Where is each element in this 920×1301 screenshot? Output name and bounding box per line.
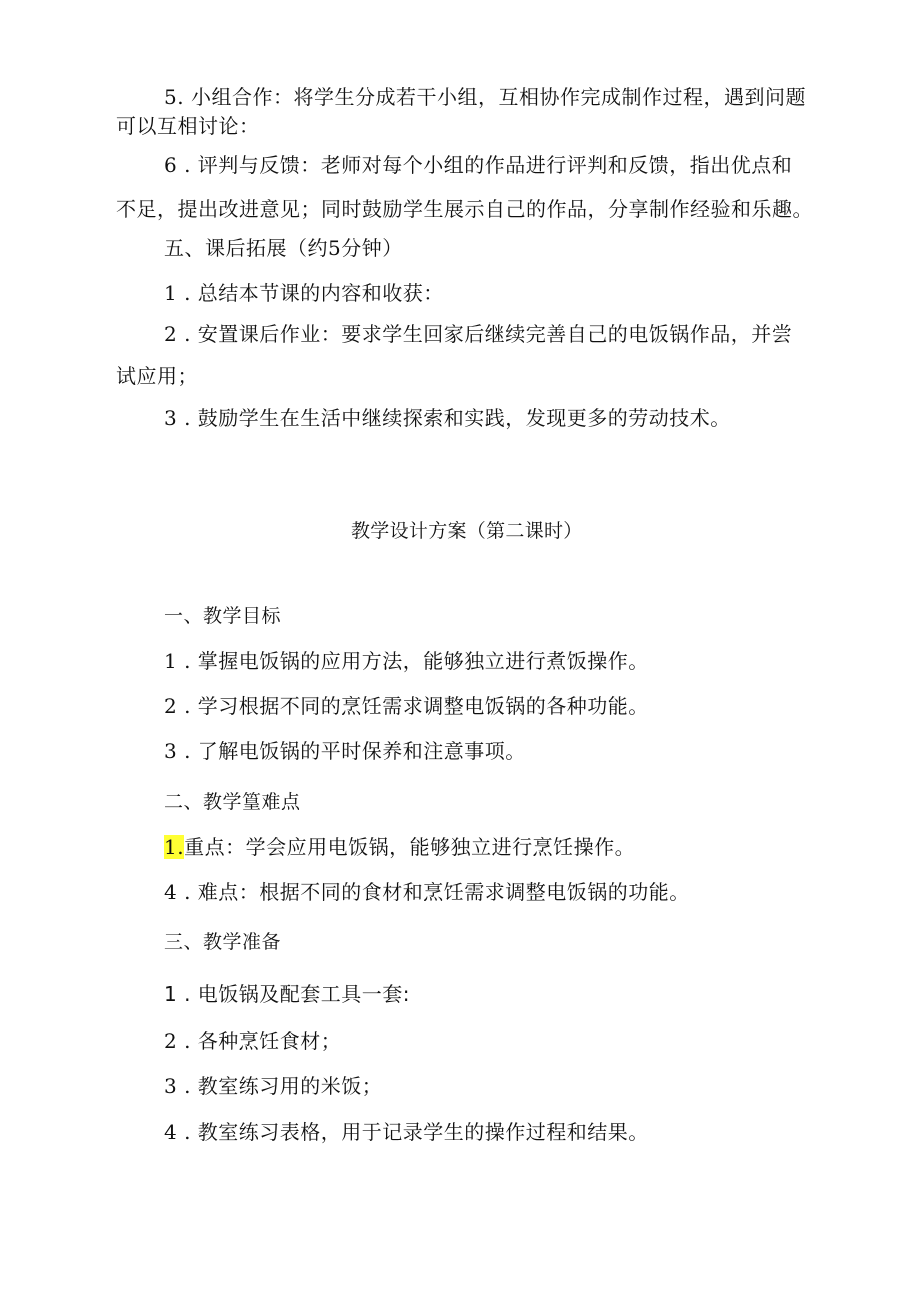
goal-item-2: 2 . 学习根据不同的烹饪需求调整电饭锅的各种功能。: [164, 694, 649, 718]
goal-item-1: 1 . 掌握电饭锅的应用方法，能够独立进行煮饭操作。: [164, 649, 649, 673]
prep-item-4: 4 . 教室练习表格，用于记录学生的操作过程和结果。: [164, 1120, 649, 1144]
extension-item-3: 3 . 鼓励学生在生活中继续探索和实践，发现更多的劳动技术。: [164, 406, 731, 430]
prep-item-2: 2 . 各种烹饪食材；: [164, 1029, 342, 1053]
goal-item-3: 3 . 了解电饭锅的平时保养和注意事项。: [164, 739, 526, 763]
step-6-line-2: 不足，提出改进意见；同时鼓励学生展示自己的作品，分享制作经验和乐趣。: [116, 197, 813, 221]
extension-item-2-line-1: 2 . 安置课后作业：要求学生回家后继续完善自己的电饭锅作品，并尝: [164, 322, 793, 346]
extension-item-1: 1 . 总结本节课的内容和收获：: [164, 281, 444, 305]
prep-item-1: 1 . 电饭锅及配套工具一套:: [164, 982, 411, 1006]
difficulty-item: 4 . 难点：根据不同的食材和烹饪需求调整电饭锅的功能。: [164, 880, 690, 904]
key-points-heading: 二、教学篁难点: [164, 791, 301, 813]
step-6-line-1: 6 . 评判与反馈：老师对每个小组的作品进行评判和反馈，指出优点和: [164, 153, 793, 177]
highlighted-number: 1.: [164, 835, 185, 859]
preparation-heading: 三、教学准备: [164, 931, 282, 953]
extension-item-2-line-2: 试应用；: [116, 364, 198, 388]
lesson-2-title: 教学设计方案（第二课时）: [351, 520, 583, 542]
goals-heading: 一、教学目标: [164, 605, 282, 627]
key-point-text: 重点：学会应用电饭锅，能够独立进行烹饪操作。: [184, 835, 636, 859]
step-5-line-1: 5. 小组合作：将学生分成若干小组，互相协作完成制作过程，遇到问题: [164, 85, 806, 109]
step-5-line-2: 可以互相讨论：: [116, 114, 260, 138]
section-5-heading: 五、课后拓展（约5分钟）: [164, 236, 403, 260]
prep-item-3: 3 . 教室练习用的米饭；: [164, 1074, 383, 1098]
key-point-item: [164, 834, 635, 860]
